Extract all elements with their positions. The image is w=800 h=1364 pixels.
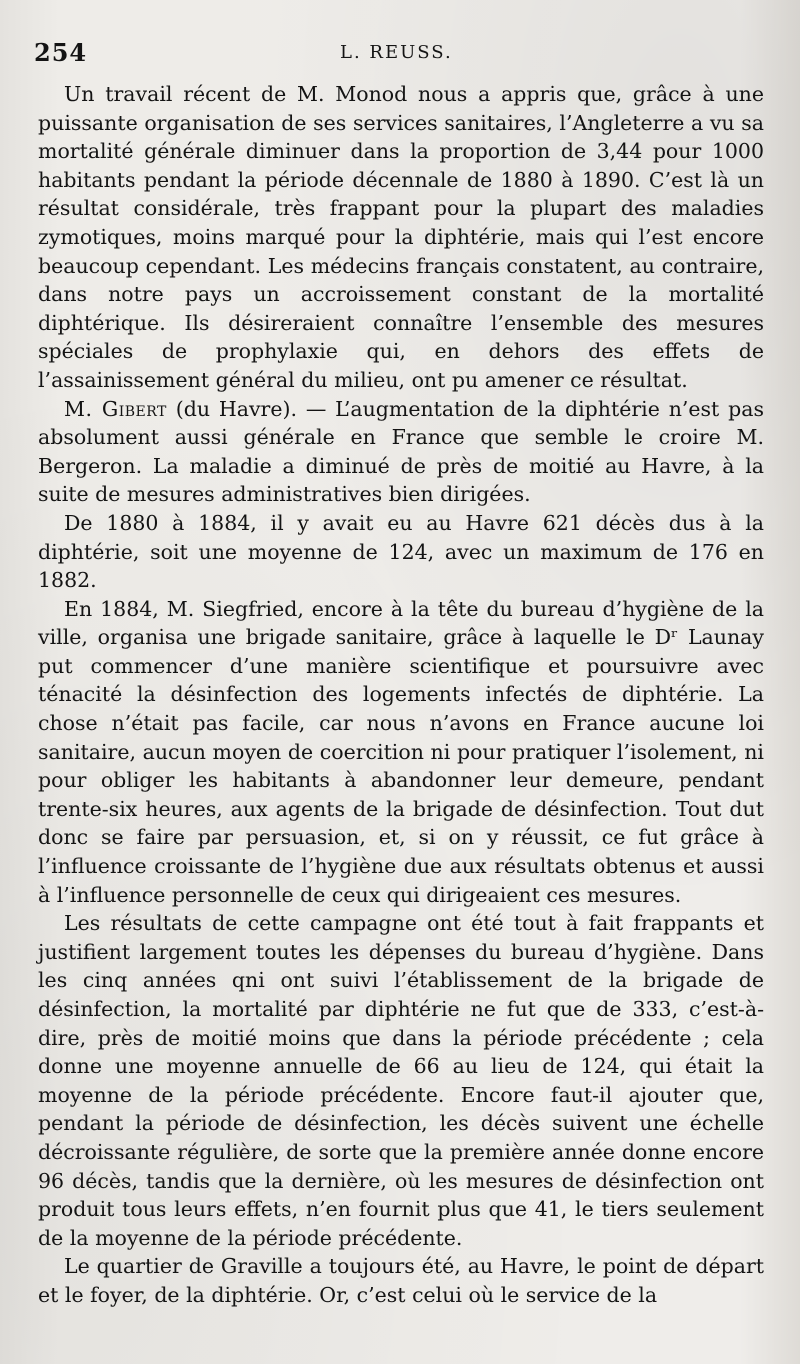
running-head	[34, 38, 766, 72]
running-title: L. REUSS.	[340, 42, 453, 63]
paragraph-campaign-results: Les résultats de cette campagne ont été tout à fait frappants et justifient largement toutes les dépenses du bureau d’hygiène. Dans les cinq années qni ont suivi l’établissement de la brigade de désinfection, la mortalité par diphtérie ne fut que de 333, c’est-à-dire, près de moitié moins que dans la période précédente ; cela donne une moyenne annuelle de 66 au lieu de 124, qui était la moyenne de la période précédente. Encore faut-il ajouter que, pendant la période de désinfection, les décès suivent une échelle décroissante régulière, de sorte que la première année donne encore 96 décès, tandis que la dernière, où les mesures de désinfection ont produit tous leurs effets, n’en fournit plus que 41, le tiers seulement de la moyenne de la période précédente.	[38, 911, 764, 1250]
paragraph-sanitary-brigade: En 1884, M. Siegfried, encore à la tête du bureau d’hygiène de la ville, organisa une brigade sanitaire, grâce à laquelle le Dʳ Launay put commencer d’une manière scientifique et poursuivre avec ténacité la désinfection des logements infectés de diphtérie. La chose n’était pas facile, car nous n’avons en France aucune loi sanitaire, aucun moyen de coercition ni pour pratiquer l’isolement, ni pour obliger les habitants à abandonner leur demeure, pendant trente-six heures, aux agents de la brigade de désinfection. Tout dut donc se faire par persuasion, et, si on y réussit, ce fut grâce à l’influence croissante de l’hygiène due aux résultats obtenus et aussi à l’influence personnelle de ceux qui dirigeaient ces mesures.	[38, 596, 764, 907]
paragraph-graville: Le quartier de Graville a toujours été, au Havre, le point de départ et le foyer, de la diphtérie. Or, c’est celui où le service de la	[38, 1254, 764, 1307]
paragraph-deaths-1880-1884: De 1880 à 1884, il y avait eu au Havre 621 décès dus à la diphtérie, soit une moyenne de 124, avec un maximum de 176 en 1882.	[38, 510, 764, 593]
body-text	[38, 80, 764, 1310]
speaker-name: M. Gibert	[64, 396, 167, 421]
page-number: 254	[34, 38, 88, 67]
paragraph-monod-report: Un travail récent de M. Monod nous a appris que, grâce à une puissante organisation de ses services sanitaires, l’Angleterre a vu sa mortalité générale diminuer dans la proportion de 3,44 pour 1000 habitants pendant la période décennale de 1880 à 1890. C’est là un résultat considérale, très frappant pour la plupart des maladies zymotiques, moins marqué pour la diphtérie, mais qui l’est encore beaucoup cependant. Les médecins français constatent, au contraire, dans notre pays un accroissement constant de la mortalité diphtérique. Ils désireraient connaître l’ensemble des mesures spéciales de prophylaxie qui, en dehors des effets de l’assainissement général du milieu, ont pu amener ce résultat.	[38, 82, 764, 392]
paragraph-text: (du Havre). — L’augmentation de la diphtérie n’est pas absolument aussi générale en France que semble le croire M. Bergeron. La maladie a diminué de près de moitié au Havre, à la suite de mesures administratives bien dirigées.	[38, 396, 764, 507]
paragraph-gibert-reply	[38, 395, 764, 509]
